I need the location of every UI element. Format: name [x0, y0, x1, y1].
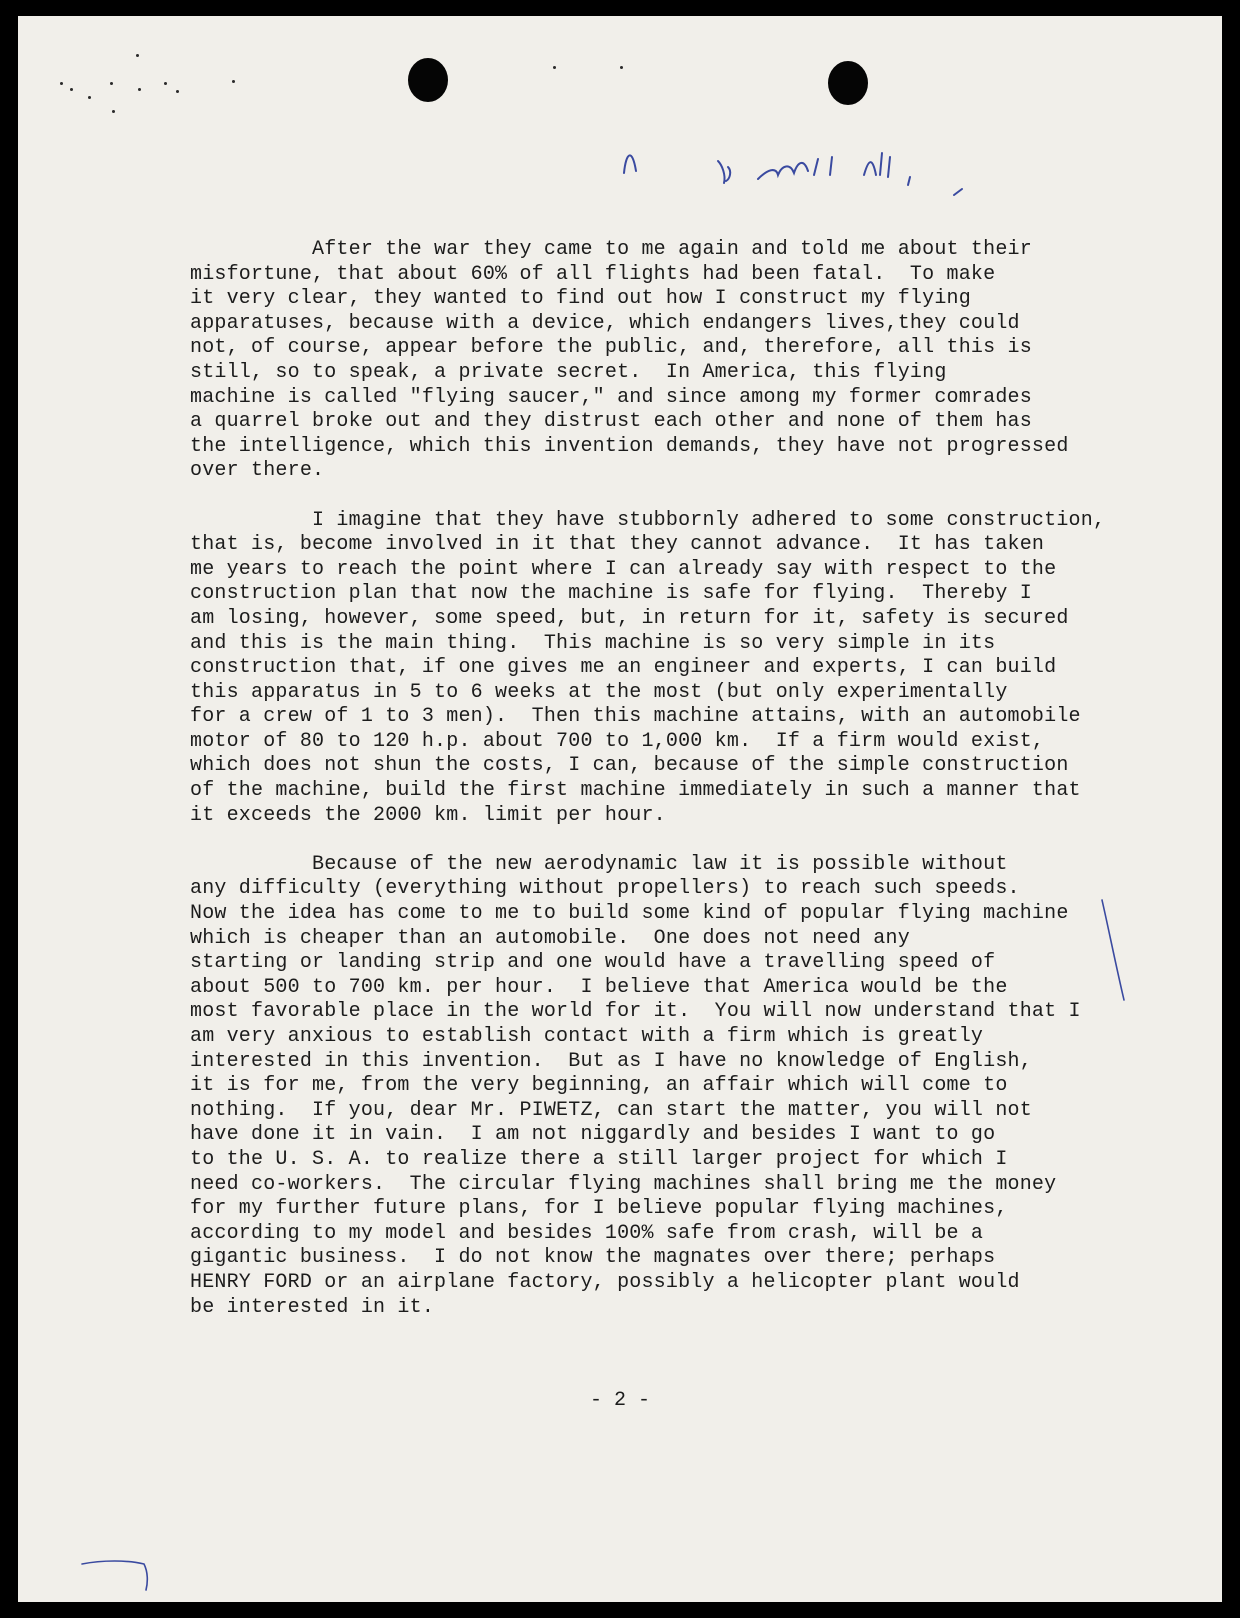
- text-line: gigantic business. I do not know the magnates over there; perhaps: [190, 1246, 996, 1270]
- text-line: am losing, however, some speed, but, in return for it, safety is secured: [190, 606, 1069, 630]
- paper-speck: [176, 90, 179, 93]
- punch-hole: [408, 58, 448, 102]
- paper-speck: [60, 82, 63, 85]
- paper-speck: [553, 66, 556, 69]
- text-line: it exceeds the 2000 km. limit per hour.: [190, 803, 666, 827]
- text-line: construction that, if one gives me an engineer and experts, I can build: [190, 656, 1057, 680]
- text-line: which does not shun the costs, I can, because of the simple construction: [190, 754, 1069, 778]
- text-line: construction plan that now the machine is safe for flying. Thereby I: [190, 582, 1032, 606]
- paper-speck: [620, 66, 623, 69]
- text-line: which is cheaper than an automobile. One does not need any: [190, 926, 910, 950]
- text-line: Now the idea has come to me to build some kind of popular flying machine: [190, 902, 1069, 926]
- paper-speck: [112, 110, 115, 113]
- document-page: [18, 16, 1222, 1602]
- handwritten-annotation: [618, 131, 978, 211]
- text-line: and this is the main thing. This machine is so very simple in its: [190, 631, 996, 655]
- text-line: for my further future plans, for I believe popular flying machines,: [190, 1197, 1008, 1221]
- text-line: it is for me, from the very beginning, an affair which will come to: [190, 1074, 1008, 1098]
- text-line: to the U. S. A. to realize there a still larger project for which I: [190, 1147, 1008, 1171]
- text-line: not, of course, appear before the public, and, therefore, all this is: [190, 336, 1032, 360]
- text-line: for a crew of 1 to 3 men). Then this machine attains, with an automobile: [190, 705, 1081, 729]
- text-line: HENRY FORD or an airplane factory, possibly a helicopter plant would: [190, 1270, 1020, 1294]
- paper-speck: [138, 88, 141, 91]
- text-line: be interested in it.: [190, 1295, 435, 1319]
- pen-stroke: [78, 1556, 158, 1596]
- text-line: a quarrel broke out and they distrust each other and none of them has: [190, 410, 1032, 434]
- text-line: about 500 to 700 km. per hour. I believe that America would be the: [190, 975, 1008, 999]
- text-line: it very clear, they wanted to find out how I construct my flying: [190, 287, 971, 311]
- text-line: nothing. If you, dear Mr. PIWETZ, can start the matter, you will not: [190, 1098, 1032, 1122]
- text-line: starting or landing strip and one would have a travelling speed of: [190, 951, 996, 975]
- text-line: After the war they came to me again and told me about their: [190, 238, 1032, 261]
- text-line: am very anxious to establish contact with a firm which is greatly: [190, 1025, 984, 1048]
- paragraph: [190, 853, 1190, 1320]
- paper-speck: [164, 82, 167, 85]
- paper-speck: [70, 88, 73, 91]
- text-line: interested in this invention. But as I have no knowledge of English,: [190, 1049, 1032, 1073]
- paragraph: [190, 509, 1190, 829]
- text-line: I imagine that they have stubbornly adhered to some construction,: [190, 508, 1106, 532]
- paper-speck: [110, 82, 113, 85]
- paragraph: [190, 238, 1190, 484]
- text-line: any difficulty (everything without propellers) to reach such speeds.: [190, 877, 1020, 901]
- text-line: have done it in vain. I am not niggardly and besides I want to go: [190, 1123, 996, 1147]
- paper-speck: [88, 96, 91, 99]
- paper-speck: [136, 54, 139, 57]
- text-line: misfortune, that about 60% of all flights had been fatal. To make: [190, 262, 996, 286]
- text-line: need co-workers. The circular flying machines shall bring me the money: [190, 1172, 1057, 1196]
- text-line: most favorable place in the world for it. You will now understand that I: [190, 1000, 1081, 1024]
- text-line: of the machine, build the first machine immediately in such a manner that: [190, 779, 1081, 803]
- punch-hole: [828, 61, 868, 105]
- text-line: machine is called "flying saucer," and since among my former comrades: [190, 385, 1032, 409]
- letter-body: [190, 238, 1190, 1345]
- text-line: that is, become involved in it that they cannot advance. It has taken: [190, 533, 1045, 557]
- text-line: still, so to speak, a private secret. In America, this flying: [190, 360, 947, 384]
- text-line: me years to reach the point where I can already say with respect to the: [190, 557, 1057, 581]
- text-line: Because of the new aerodynamic law it is possible without: [190, 852, 1008, 876]
- text-line: the intelligence, which this invention demands, they have not progressed: [190, 434, 1069, 458]
- paper-speck: [232, 80, 235, 83]
- page-number: - 2 -: [589, 1389, 650, 1412]
- text-line: apparatuses, because with a device, which endangers lives,they could: [190, 311, 1020, 335]
- text-line: over there.: [190, 459, 325, 483]
- text-line: motor of 80 to 120 h.p. about 700 to 1,000 km. If a firm would exist,: [190, 729, 1045, 753]
- text-line: this apparatus in 5 to 6 weeks at the most (but only experimentally: [190, 680, 1008, 704]
- text-line: according to my model and besides 100% safe from crash, will be a: [190, 1221, 984, 1245]
